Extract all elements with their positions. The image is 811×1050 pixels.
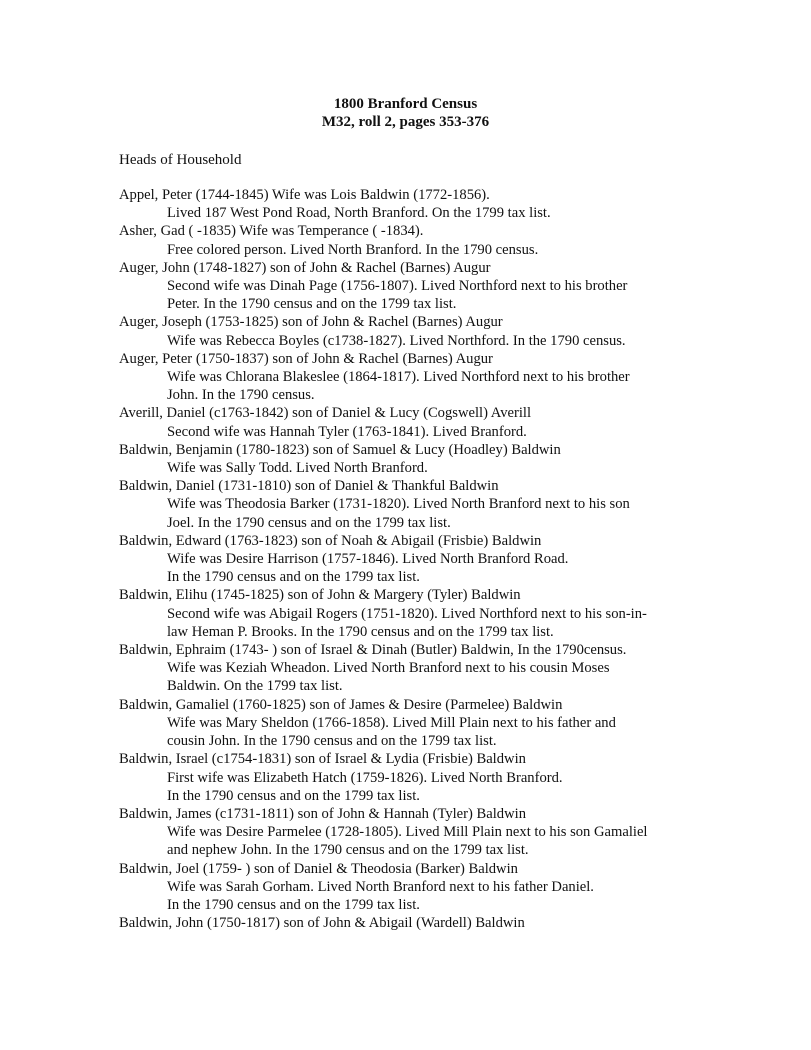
household-detail: cousin John. In the 1790 census and on the 1799 tax list. <box>167 733 497 750</box>
household-detail: Wife was Chlorana Blakeslee (1864-1817). Lived Northford next to his brother <box>167 369 630 386</box>
household-entry <box>119 914 719 932</box>
household-entry <box>119 641 719 696</box>
household-detail: Second wife was Abigail Rogers (1751-1820). Lived Northford next to his son-in- <box>167 605 647 622</box>
household-detail: Wife was Sarah Gorham. Lived North Branford next to his father Daniel. <box>167 878 594 895</box>
household-head: Baldwin, Elihu (1745-1825) son of John & Margery (Tyler) Baldwin <box>119 587 521 604</box>
document-title: 1800 Branford Census <box>333 96 478 112</box>
household-head: Appel, Peter (1744-1845) Wife was Lois Baldwin (1772-1856). <box>119 187 490 203</box>
household-detail: Wife was Desire Harrison (1757-1846). Lived North Branford Road. <box>167 551 569 568</box>
household-detail: Wife was Sally Todd. Lived North Branford. <box>167 460 428 477</box>
household-entry <box>119 350 719 405</box>
household-detail: law Heman P. Brooks. In the 1790 census and on the 1799 tax list. <box>167 623 554 640</box>
household-head: Auger, John (1748-1827) son of John & Rachel (Barnes) Augur <box>119 259 491 276</box>
section-label: Heads of Household <box>119 152 242 168</box>
household-entry <box>119 696 719 751</box>
household-detail: First wife was Elizabeth Hatch (1759-1826). Lived North Branford. <box>167 769 563 786</box>
household-entry <box>119 586 719 641</box>
household-entry <box>119 259 719 314</box>
household-head: Baldwin, Joel (1759- ) son of Daniel & Theodosia (Barker) Baldwin <box>119 860 518 877</box>
household-entry <box>119 441 719 477</box>
household-head: Baldwin, Daniel (1731-1810) son of Daniel & Thankful Baldwin <box>119 478 499 495</box>
household-entry <box>119 860 719 915</box>
household-entry <box>119 186 719 222</box>
household-detail: Wife was Keziah Wheadon. Lived North Branford next to his cousin Moses <box>167 660 610 677</box>
household-detail: Wife was Rebecca Boyles (c1738-1827). Lived Northford. In the 1790 census. <box>167 332 626 349</box>
household-detail: Wife was Mary Sheldon (1766-1858). Lived Mill Plain next to his father and <box>167 714 616 731</box>
household-detail: Baldwin. On the 1799 tax list. <box>167 678 343 695</box>
household-head: Auger, Joseph (1753-1825) son of John & Rachel (Barnes) Augur <box>119 314 503 331</box>
household-head: Auger, Peter (1750-1837) son of John & Rachel (Barnes) Augur <box>119 350 493 367</box>
household-entry <box>119 313 719 349</box>
household-detail: Second wife was Hannah Tyler (1763-1841). Lived Branford. <box>167 423 527 440</box>
household-detail: Second wife was Dinah Page (1756-1807). Lived Northford next to his brother <box>167 278 628 295</box>
household-entry <box>119 750 719 805</box>
household-head: Baldwin, Benjamin (1780-1823) son of Samuel & Lucy (Hoadley) Baldwin <box>119 441 561 458</box>
household-detail: In the 1790 census and on the 1799 tax list. <box>167 787 420 804</box>
household-head: Baldwin, Ephraim (1743- ) son of Israel & Dinah (Butler) Baldwin, In the 1790census. <box>119 642 627 659</box>
household-head: Baldwin, Gamaliel (1760-1825) son of James & Desire (Parmelee) Baldwin <box>119 696 563 713</box>
household-detail: Peter. In the 1790 census and on the 1799 tax list. <box>167 296 457 313</box>
household-detail: In the 1790 census and on the 1799 tax list. <box>167 896 420 913</box>
household-detail: and nephew John. In the 1790 census and on the 1799 tax list. <box>167 842 529 859</box>
household-entry <box>119 404 719 440</box>
document-subtitle: M32, roll 2, pages 353-376 <box>321 114 490 130</box>
household-head: Asher, Gad ( -1835) Wife was Temperance ( -1834). <box>119 223 424 240</box>
household-head: Baldwin, John (1750-1817) son of John & Abigail (Wardell) Baldwin <box>119 915 525 932</box>
household-detail: In the 1790 census and on the 1799 tax list. <box>167 569 420 586</box>
household-head: Baldwin, James (c1731-1811) son of John & Hannah (Tyler) Baldwin <box>119 805 526 822</box>
household-entry <box>119 805 719 860</box>
household-detail: Free colored person. Lived North Branford. In the 1790 census. <box>167 241 539 258</box>
household-entry <box>119 477 719 532</box>
household-entry <box>119 222 719 258</box>
household-detail: Lived 187 West Pond Road, North Branford. On the 1799 tax list. <box>167 205 551 222</box>
household-list <box>119 186 719 932</box>
household-head: Baldwin, Israel (c1754-1831) son of Israel & Lydia (Frisbie) Baldwin <box>119 751 526 768</box>
household-detail: Joel. In the 1790 census and on the 1799 tax list. <box>167 514 451 531</box>
household-detail: Wife was Desire Parmelee (1728-1805). Lived Mill Plain next to his son Gamaliel <box>167 824 648 841</box>
title-block <box>0 95 811 131</box>
household-head: Averill, Daniel (c1763-1842) son of Daniel & Lucy (Cogswell) Averill <box>119 405 532 422</box>
household-detail: John. In the 1790 census. <box>167 387 315 404</box>
household-head: Baldwin, Edward (1763-1823) son of Noah & Abigail (Frisbie) Baldwin <box>119 532 542 549</box>
household-detail: Wife was Theodosia Barker (1731-1820). Lived North Branford next to his son <box>167 496 630 513</box>
household-entry <box>119 532 719 587</box>
